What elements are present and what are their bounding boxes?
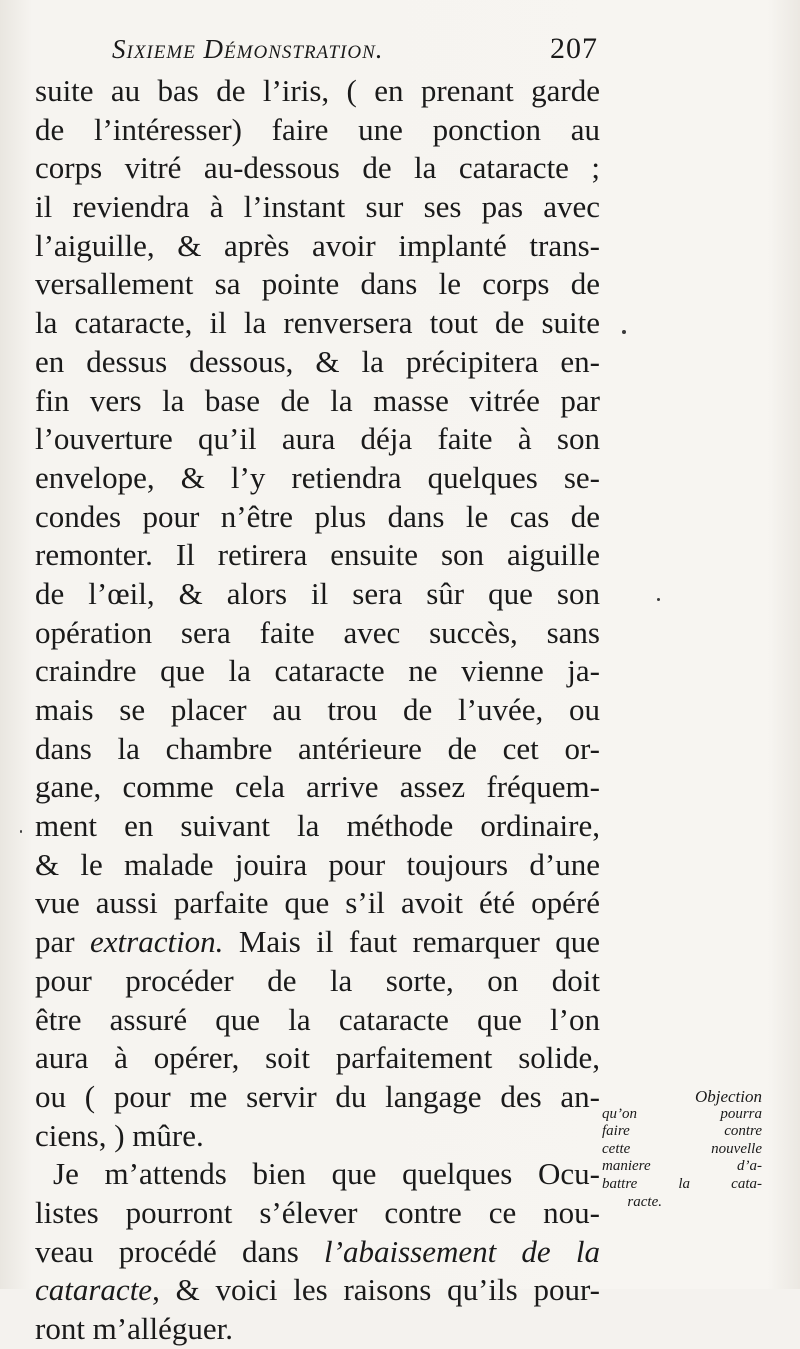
text-line (35, 343, 600, 382)
margin-note-line: qu’on pourra (602, 1105, 762, 1122)
text-line (35, 304, 600, 343)
text-segment: aura à opérer, soit parfaitement solide, (35, 1040, 600, 1076)
paper-speck (622, 330, 626, 334)
text-line (35, 459, 600, 498)
text-line (35, 382, 600, 421)
text-segment: envelope, & l’y retiendra quelques se- (35, 459, 600, 495)
text-segment: être assuré que la cataracte que l’on (35, 1001, 600, 1037)
text-line (35, 691, 600, 730)
italic-text: l’abaissement de la (324, 1233, 600, 1269)
text-line (35, 846, 600, 885)
text-line (35, 962, 600, 1001)
text-line (35, 1233, 600, 1272)
text-line (35, 730, 600, 769)
text-line (35, 420, 600, 459)
margin-note-line: cette nouvelle (602, 1140, 762, 1157)
text-line (35, 1078, 600, 1117)
text-segment: remonter. Il retirera ensuite son aiguille (35, 537, 600, 573)
text-line (35, 188, 600, 227)
text-segment: la cataracte, il la renversera tout de suite (35, 305, 600, 341)
text-segment: Mais il faut remarquer que (223, 924, 600, 960)
text-line (35, 498, 600, 537)
text-segment: suite au bas de l’iris, ( en prenant garde (35, 73, 600, 108)
text-segment: listes pourront s’élever contre ce nou- (35, 1194, 600, 1230)
text-line (35, 1001, 600, 1040)
text-segment: l’aiguille, & après avoir implanté trans- (35, 227, 600, 263)
text-segment: , & voici les raisons qu’ils pour- (152, 1272, 600, 1308)
text-line (35, 536, 600, 575)
text-segment: craindre que la cataracte ne vienne ja- (35, 653, 600, 689)
text-segment: condes pour n’être plus dans le cas de (35, 498, 600, 534)
text-line (35, 1194, 600, 1233)
margin-note (602, 1088, 762, 1211)
text-line (35, 614, 600, 653)
margin-note-line: battre la cata- (602, 1175, 762, 1192)
italic-text: cataracte (35, 1272, 153, 1308)
text-segment: versallement sa pointe dans le corps de (35, 266, 600, 302)
text-line (35, 72, 600, 111)
text-line (35, 923, 600, 962)
text-line (35, 1117, 600, 1156)
text-segment: mais se placer au trou de l’uvée, ou (35, 692, 600, 727)
text-segment: corps vitré au-dessous de la cataracte ; (35, 150, 600, 186)
text-segment: pour procéder de la sorte, on doit (35, 962, 600, 998)
margin-note-line: Objection (694, 1087, 762, 1106)
text-segment: vue aussi parfaite que s’il avoit été opéré (35, 885, 600, 921)
text-line (35, 1039, 600, 1078)
text-segment: il reviendra à l’instant sur ses pas avec (35, 189, 600, 225)
italic-text: extraction. (90, 924, 224, 960)
text-segment: l’ouverture qu’il aura déja faite à son (35, 421, 600, 457)
running-title: Sixieme Démonstration. (112, 34, 384, 64)
paper-speck (20, 830, 22, 833)
margin-note-line: maniere d’a- (602, 1158, 762, 1175)
text-line (35, 1310, 600, 1349)
paper-speck (657, 598, 660, 601)
margin-note-line: racte. (627, 1193, 662, 1210)
margin-note-line: faire contre (602, 1123, 762, 1140)
text-segment: ront m’alléguer. (35, 1311, 233, 1346)
page-number: 207 (550, 32, 598, 65)
text-line (35, 227, 600, 266)
body-text (35, 72, 600, 1349)
text-line (35, 807, 600, 846)
text-line (35, 111, 600, 150)
text-line (35, 575, 600, 614)
text-segment: veau procédé dans (35, 1233, 325, 1269)
text-line (35, 1271, 600, 1310)
text-segment: ment en suivant la méthode ordinaire, (35, 808, 600, 844)
text-segment: gane, comme cela arrive assez fréquem- (35, 769, 600, 805)
text-segment: de l’œil, & alors il sera sûr que son (35, 575, 600, 611)
text-line (35, 768, 600, 807)
text-segment: par (35, 924, 90, 960)
text-segment: opération sera faite avec succès, sans (35, 614, 600, 650)
text-line (35, 265, 600, 304)
text-segment: dans la chambre antérieure de cet or- (35, 730, 600, 766)
text-segment: de l’intéresser) faire une ponction au (35, 111, 600, 147)
text-segment: en dessus dessous, & la précipitera en- (35, 343, 600, 379)
text-line (35, 149, 600, 188)
text-segment: & le malade jouira pour toujours d’une (35, 846, 600, 882)
text-segment: Je m’attends bien que quelques Ocu- (53, 1156, 600, 1192)
page-header (112, 28, 598, 72)
text-segment: ou ( pour me servir du langage des an- (35, 1078, 600, 1114)
text-line (35, 884, 600, 923)
text-line (35, 652, 600, 691)
text-segment: ciens, ) mûre. (35, 1117, 204, 1153)
text-line (35, 1155, 600, 1194)
text-segment: fin vers la base de la masse vitrée par (35, 382, 600, 418)
